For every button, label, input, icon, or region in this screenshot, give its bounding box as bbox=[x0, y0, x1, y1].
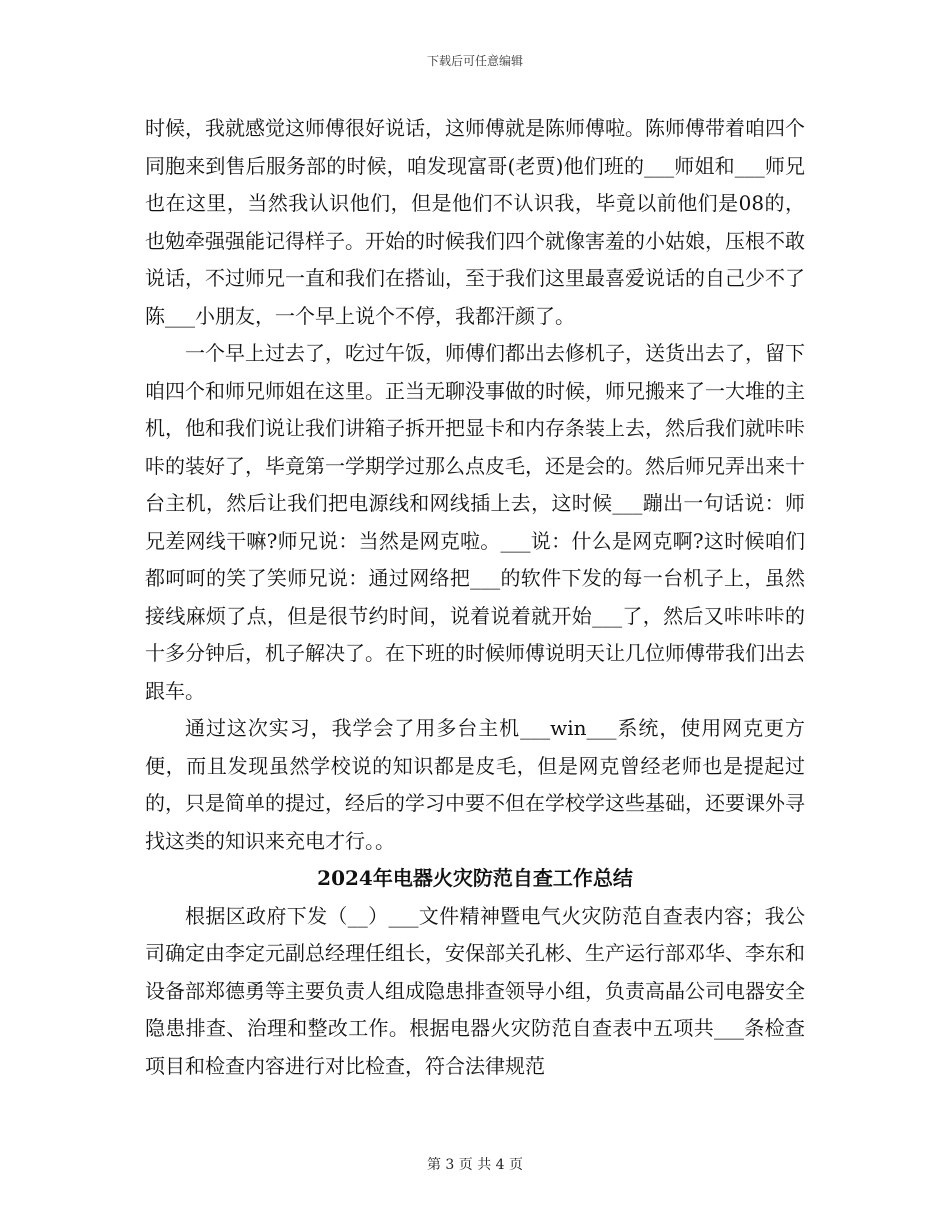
body-paragraph: 根据区政府下发（__）___文件精神暨电气火灾防范自查表内容；我公司确定由李定元副总经理任组长，安保部关孔彬、生产运行部邓华、李东和设备部郑德勇等主要负责人组成隐患排查领导小组，负责高晶公司电器安全隐患排查、治理和整改工作。根据电器火灾防范自查表中五项共___条检查项目和检查内容进行对比检查，符合法律规范 bbox=[145, 903, 805, 1078]
section-title: 2024年电器火灾防范自查工作总结 bbox=[317, 866, 633, 890]
body-paragraph: 一个早上过去了，吃过午饭，师傅们都出去修机子，送货出去了，留下咱四个和师兄师姐在这里。正当无聊没事做的时候，师兄搬来了一大堆的主机，他和我们说让我们讲箱子拆开把显卡和内存条装上去，然后我们就咔咔咔的装好了，毕竟第一学期学过那么点皮毛，还是会的。然后师兄弄出来十台主机，然后让我们把电源线和网线插上去，这时候___蹦出一句话说：师兄差网线干嘛?师兄说：当然是网克啦。___说：什么是网克啊?这时候咱们都呵呵的笑了笑师兄说：通过网络把___的软件下发的每一台机子上，虽然接线麻烦了点，但是很节约时间，说着说着就开始___了，然后又咔咔咔的十多分钟后，机子解决了。在下班的时候师傅说明天让几位师傅带我们出去跟车。 bbox=[145, 341, 805, 703]
page-header: 下载后可任意编辑 bbox=[426, 54, 523, 68]
page-footer: 第 3 页 共 4 页 bbox=[426, 1157, 524, 1173]
document-body bbox=[145, 110, 805, 1085]
body-paragraph: 通过这次实习，我学会了用多台主机___win___系统，使用网克更方便，而且发现虽然学校说的知识都是皮毛，但是网克曾经老师也是提起过的，只是简单的提过，经后的学习中要不但在学校学这些基础，还要课外寻找这类的知识来充电才行。。 bbox=[145, 716, 805, 853]
body-paragraph: 时候，我就感觉这师傅很好说话，这师傅就是陈师傅啦。陈师傅带着咱四个同胞来到售后服务部的时候，咱发现富哥(老贾)他们班的___师姐和___师兄也在这里，当然我认识他们，但是他们不认识我，毕竟以前他们是08的，也勉牵强强能记得样子。开始的时候我们四个就像害羞的小姑娘，压根不敢说话，不过师兄一直和我们在搭讪，至于我们这里最喜爱说话的自己少不了陈___小朋友，一个早上说个不停，我都汗颜了。 bbox=[145, 116, 805, 328]
